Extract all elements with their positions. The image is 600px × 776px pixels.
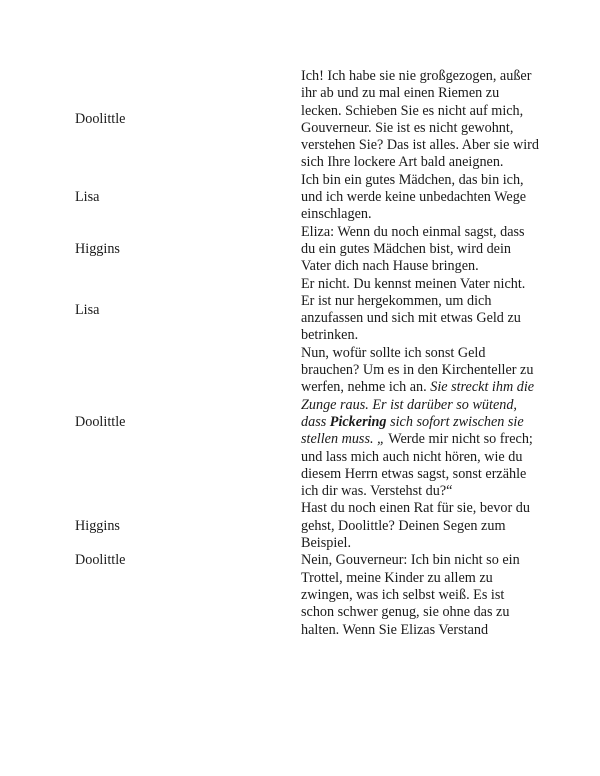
stage-direction-text: Sie streckt ihm die Zunge raus. Er ist darüber so wütend, dass bbox=[301, 379, 535, 430]
dialogue-table bbox=[75, 68, 540, 639]
speaker-name: Doolittle bbox=[75, 111, 126, 128]
dialogue-text: Nein, Gouverneur: Ich bin nicht so ein Trottel, meine Kinder zu allem zu zwingen, was ich selbst weiß. Es ist schon schwer genug, sie ohne das zu halten. Wenn Sie Elizas Verstand bbox=[301, 552, 520, 638]
dialogue-text: Ich bin ein gutes Mädchen, das bin ich, und ich werde keine unbedachten Wege einschlagen. bbox=[301, 171, 527, 223]
dialogue-text bbox=[301, 345, 540, 501]
dialogue-text: Eliza: Wenn du noch einmal sagst, dass du ein gutes Mädchen bist, wird dein Vater dich nach Hause bringen. bbox=[301, 223, 525, 275]
dialogue-row bbox=[75, 224, 540, 276]
dialogue-row bbox=[75, 552, 540, 638]
speaker-name: Higgins bbox=[75, 240, 120, 257]
dialogue-row bbox=[75, 345, 540, 501]
dialogue-text: Hast du noch einen Rat für sie, bevor du gehst, Doolittle? Deinen Segen zum Beispiel. bbox=[301, 500, 530, 552]
stage-direction-character: Pickering bbox=[329, 413, 387, 430]
dialogue-text: Ich! Ich habe sie nie großgezogen, außer ihr ab und zu mal einen Riemen zu lecken. Schieben Sie es nicht auf mich, Gouverneur. Sie ist es nicht gewohnt, verstehen Sie? Das ist alles. Aber sie wird sich Ihre lockere Art bald aneignen. bbox=[301, 68, 539, 171]
dialogue-text: Er nicht. Du kennst meinen Vater nicht. Er ist nur hergekommen, um dich anzufassen und sich mit etwas Geld zu betrinken. bbox=[301, 275, 526, 344]
dialogue-text-part: Werde mir nicht so frech; und lass mich auch nicht hören, wie du diesem Herrn etwas sagst, sonst erzähle ich dir was. Verstehst du?“ bbox=[301, 431, 533, 500]
dialogue-row bbox=[75, 172, 540, 224]
speaker-name: Doolittle bbox=[75, 552, 126, 569]
speaker-name: Lisa bbox=[75, 301, 100, 318]
dialogue-text-part: Nun, wofür sollte ich sonst Geld brauchen? Um es in den Kirchenteller zu werfen, nehme ich an. bbox=[301, 344, 534, 396]
speaker-name: Lisa bbox=[75, 189, 100, 206]
dialogue-row bbox=[75, 276, 540, 345]
stage-direction-text: sich sofort zwischen sie stellen muss. „ bbox=[301, 413, 524, 448]
speaker-name: Higgins bbox=[75, 517, 120, 534]
dialogue-row bbox=[75, 500, 540, 552]
dialogue-row bbox=[75, 68, 540, 172]
speaker-name: Doolittle bbox=[75, 413, 126, 430]
